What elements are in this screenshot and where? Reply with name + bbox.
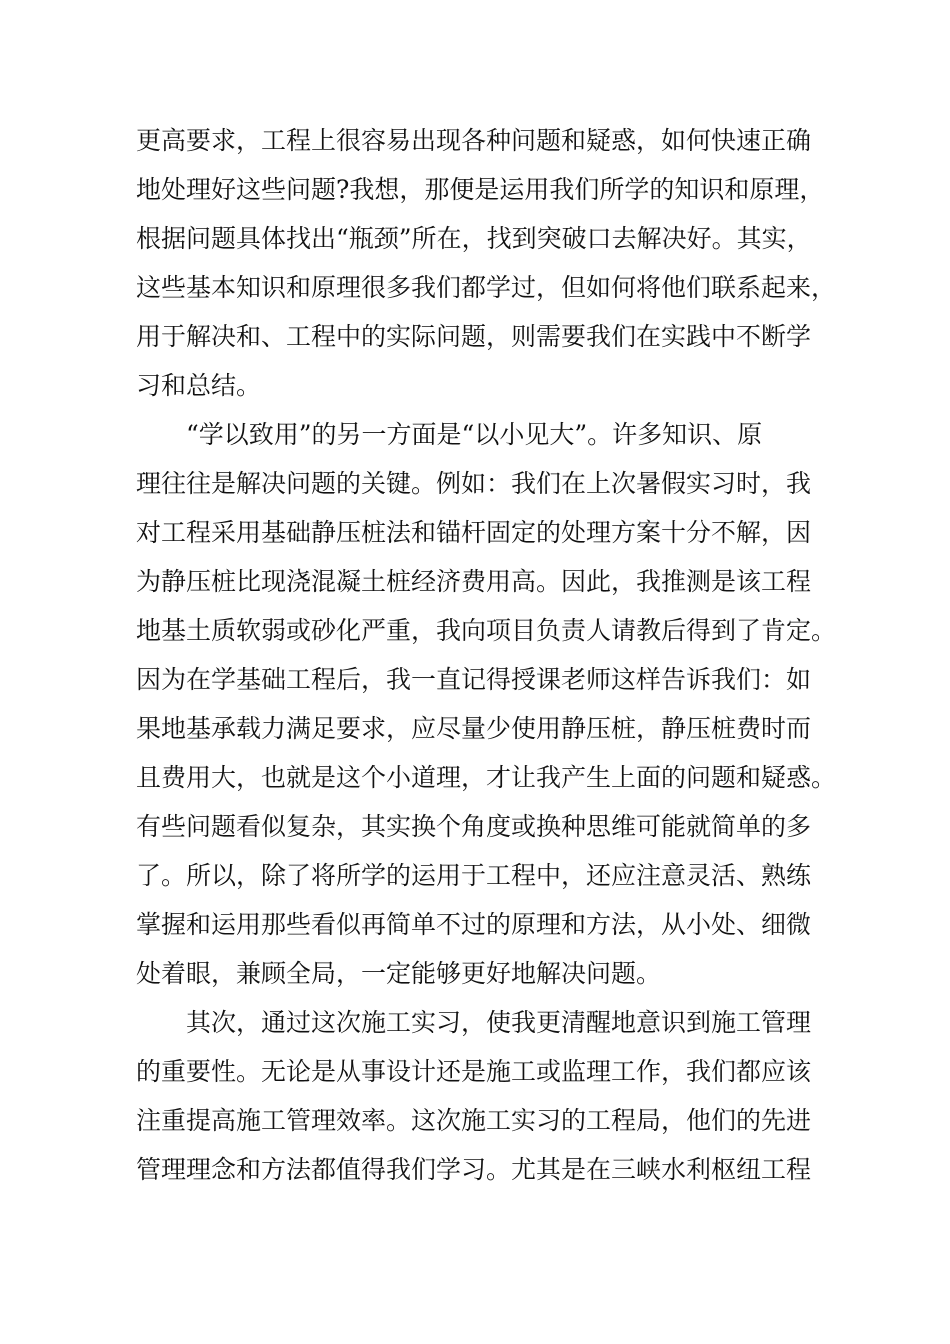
text-line: 的重要性。无论是从事设计还是施工或监理工作，我们都应该 (136, 1057, 812, 1086)
text-line: 果地基承载力满足要求，应尽量少使用静压桩，静压桩费时而 (136, 714, 812, 743)
text-line: 习和总结。 (136, 371, 262, 400)
text-line: 且费用大，也就是这个小道理，才让我产生上面的问题和疑惑。 (136, 763, 837, 792)
document-body (136, 116, 837, 1194)
text-line: 掌握和运用那些看似再简单不过的原理和方法，从小处、细微 (136, 910, 812, 939)
text-line: 地基土质软弱或砂化严重，我向项目负责人请教后得到了肯定。 (136, 616, 837, 645)
text-line: 这些基本知识和原理很多我们都学过，但如何将他们联系起来， (136, 273, 837, 302)
text-line: 有些问题看似复杂，其实换个角度或换种思维可能就简单的多 (136, 812, 812, 841)
text-line: 了。所以，除了将所学的运用于工程中，还应注意灵活、熟练 (136, 861, 812, 890)
text-line: 其次，通过这次施工实习，使我更清醒地意识到施工管理 (186, 1008, 812, 1037)
paragraph-1 (136, 116, 837, 410)
paragraph-2 (136, 410, 837, 998)
text-line: 理往往是解决问题的关键。例如：我们在上次暑假实习时，我 (136, 469, 812, 498)
text-line: “学以致用”的另一方面是“以小见大”。许多知识、原 (186, 420, 763, 449)
text-line: 用于解决和、工程中的实际问题，则需要我们在实践中不断学 (136, 322, 812, 351)
text-line: 处着眼，兼顾全局，一定能够更好地解决问题。 (136, 959, 662, 988)
text-line: 为静压桩比现浇混凝土桩经济费用高。因此，我推测是该工程 (136, 567, 812, 596)
paragraph-3 (136, 998, 826, 1194)
text-line: 对工程采用基础静压桩法和锚杆固定的处理方案十分不解，因 (136, 518, 812, 547)
text-line: 更高要求，工程上很容易出现各种问题和疑惑，如何快速正确 (136, 126, 812, 155)
text-line: 注重提高施工管理效率。这次施工实习的工程局，他们的先进 (136, 1106, 812, 1135)
text-line: 管理理念和方法都值得我们学习。尤其是在三峡水利枢纽工程 (136, 1155, 812, 1184)
text-line: 因为在学基础工程后，我一直记得授课老师这样告诉我们：如 (136, 665, 812, 694)
text-line: 根据问题具体找出“瓶颈”所在，找到突破口去解决好。其实， (136, 224, 812, 253)
text-line: 地处理好这些问题?我想，那便是运用我们所学的知识和原理， (136, 175, 825, 204)
